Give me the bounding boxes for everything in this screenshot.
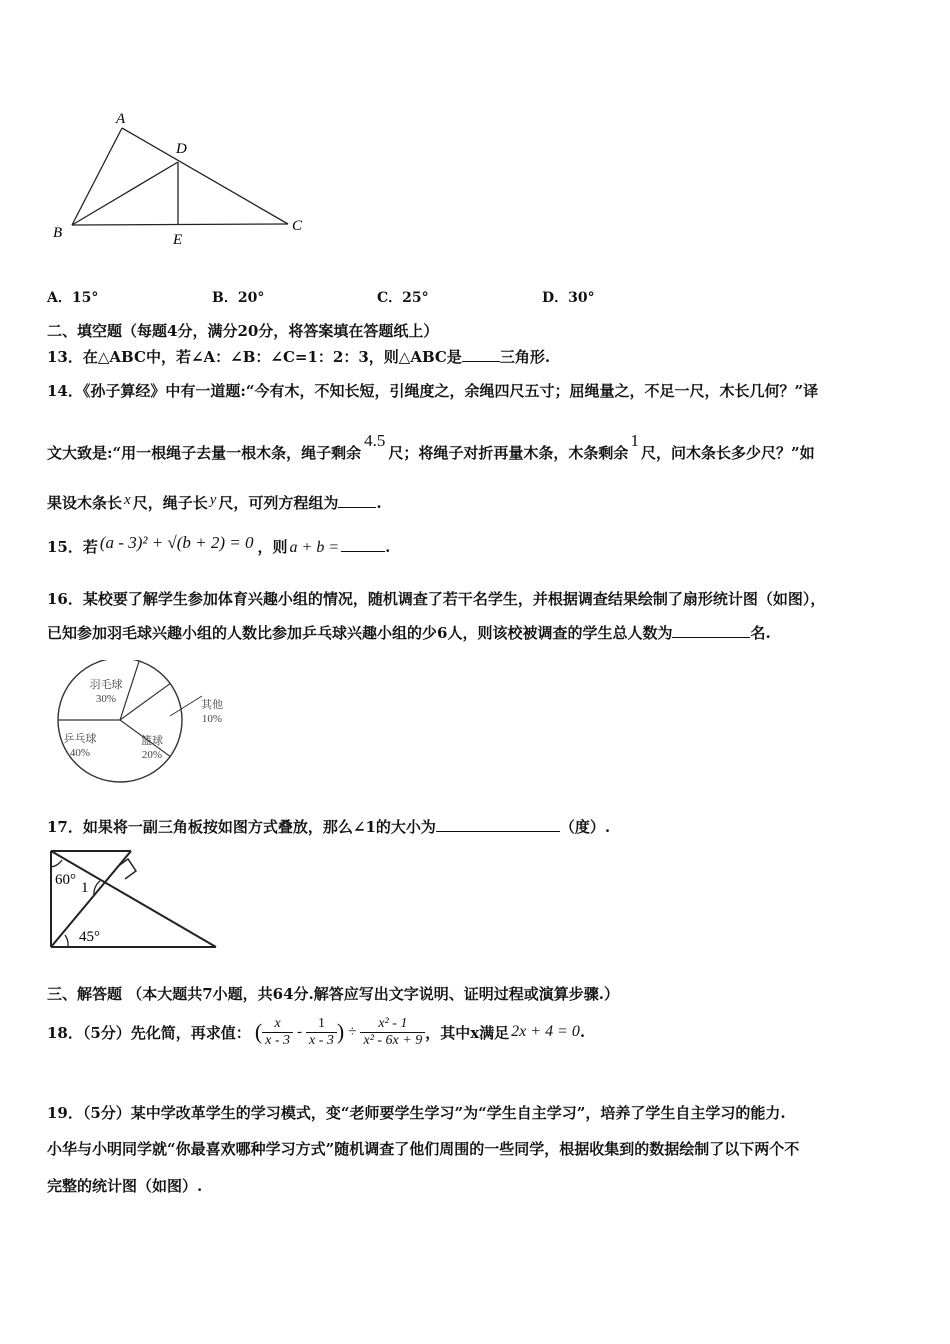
q18-frac1-num: x <box>262 1016 293 1033</box>
pie-label-name: 其他 <box>201 698 223 711</box>
question-19-line3: 完整的统计图（如图）. <box>47 1177 203 1195</box>
triangle-figure <box>40 100 320 260</box>
q14-var-x: x <box>124 492 131 508</box>
q15-answer-blank <box>341 537 385 552</box>
angle-1-label: 1 <box>81 880 89 896</box>
q17-text-a: 17．如果将一副三角板按如图方式叠放，那么∠1的大小为 <box>47 818 436 836</box>
segment-ac <box>122 128 288 224</box>
option-d: D．30° <box>542 290 595 306</box>
q18-prefix: 18．（5分）先化简，再求值： <box>47 1023 251 1042</box>
q16-answer-blank <box>672 623 750 638</box>
q17-answer-blank <box>436 817 560 832</box>
q13-text-post: 三角形. <box>499 348 551 366</box>
q14-var-y: y <box>209 492 217 508</box>
pie-label-pct: 10% <box>201 713 223 725</box>
q18-frac1-den: x - 3 <box>265 1032 291 1048</box>
question-14-line2 <box>47 431 815 463</box>
angle-60-label: 60° <box>55 872 76 888</box>
pie-label-pct: 30% <box>95 693 117 705</box>
pie-slice-boundary <box>120 684 170 720</box>
q18-fraction-1 <box>262 1016 293 1049</box>
q14-line2-b: 尺；将绳子对折再量木条，木条剩余 <box>388 444 629 462</box>
q16-line2-b: 名. <box>750 624 771 642</box>
question-17 <box>47 816 610 837</box>
question-19-line1: 19．（5分）某中学改革学生的学习模式，变“老师要学生学习”为“学生自主学习”，培养了学生自主学习的能力. <box>47 1104 786 1122</box>
q14-answer-blank <box>338 493 376 508</box>
label-c: C <box>292 218 303 234</box>
q18-frac3-num: x² - 1 <box>360 1016 425 1033</box>
option-a: A．15° <box>47 290 99 306</box>
q15-expr: a + b = <box>289 539 340 556</box>
q13-text-pre: 13．在△ABC中，若∠A：∠B：∠C=1：2：3，则△ABC是 <box>47 348 462 366</box>
section2-header: 二、填空题（每题4分，满分20分，将答案填在答题纸上） <box>47 322 439 340</box>
question-16-line1: 16．某校要了解学生参加体育兴趣小组的情况，随机调查了若干名学生，并根据调查结果绘制了扇形统计图（如图）， <box>47 590 826 608</box>
question-16-line2 <box>47 622 771 643</box>
set-square-figure <box>44 845 224 955</box>
label-a: A <box>116 111 126 127</box>
q14-value-1: 1 <box>630 431 639 450</box>
label-b: B <box>53 225 63 241</box>
q13-answer-blank <box>462 347 500 362</box>
q14-value-45: 4.5 <box>364 431 386 450</box>
q15-end: . <box>385 538 391 556</box>
long-hypotenuse <box>51 851 216 947</box>
arc-45 <box>65 935 68 947</box>
angle-45-label: 45° <box>79 929 100 945</box>
q18-minus: - <box>297 1023 303 1040</box>
label-e: E <box>173 232 183 248</box>
q18-paren-open: ( <box>254 1019 263 1044</box>
pie-label-name: 羽毛球 <box>89 678 123 691</box>
q18-frac3-den: x² - 6x + 9 <box>363 1032 423 1048</box>
q14-line3-c: 尺，可列方程组为 <box>218 494 339 512</box>
q16-line2-a: 已知参加羽毛球兴趣小组的人数比参加乒乓球兴趣小组的少6人，则该校被调查的学生总人数为 <box>47 624 673 642</box>
pie-label-name: 篮球 <box>141 734 163 747</box>
q15-mid: ，则 <box>257 538 288 556</box>
q14-line2-a: 文大致是:“用一根绳子去量一根木条，绳子剩余 <box>47 444 362 462</box>
question-18 <box>47 1012 585 1052</box>
pie-label-name: 乒乓球 <box>63 732 97 745</box>
q18-end: . <box>579 1023 586 1041</box>
option-b: B．20° <box>212 290 265 306</box>
question-14-line1: 14．《孙子算经》中有一道题:“今有木，不知长短，引绳度之，余绳四尺五寸；屈绳量之，不足一尺，木长几何？”译 <box>47 382 819 400</box>
q17-text-b: （度）. <box>559 818 611 836</box>
question-14-line3 <box>47 492 382 513</box>
option-c: C．25° <box>377 290 429 306</box>
q18-fraction-2 <box>306 1016 337 1049</box>
q14-line2-c: 尺，问木条长多少尺？”如 <box>640 444 815 462</box>
q14-line3-end: . <box>376 494 382 512</box>
question-15 <box>47 533 391 557</box>
section3-header: 三、解答题 （本大题共7小题，共64分.解答应写出文字说明、证明过程或演算步骤.） <box>47 985 619 1003</box>
segment-bc <box>72 224 288 225</box>
arc-60 <box>51 860 62 867</box>
q18-condition-text: ，其中x满足 <box>425 1023 510 1042</box>
q14-line3-b: 尺，绳子长 <box>132 494 208 512</box>
question-19-line2: 小华与小明同学就“你最喜欢哪种学习方式”随机调查了他们周围的一些同学，根据收集到的数据绘制了以下两个不 <box>47 1140 800 1158</box>
q18-condition-eq: 2x + 4 = 0 <box>511 1023 580 1040</box>
pie-label-pct: 40% <box>69 747 91 759</box>
q18-fraction-3 <box>360 1016 425 1049</box>
pie-slice-boundary <box>120 661 139 720</box>
pie-leader-line <box>170 696 202 716</box>
q18-frac2-num: 1 <box>306 1016 337 1033</box>
question-13 <box>47 346 550 367</box>
q15-prefix: 15．若 <box>47 538 98 556</box>
q18-paren-close: ) <box>336 1019 345 1044</box>
q18-divide: ÷ <box>348 1023 357 1040</box>
q18-frac2-den: x - 3 <box>309 1032 334 1048</box>
q15-equation: (a - 3)² + √(b + 2) = 0 <box>99 533 254 552</box>
q14-line3-a: 果设木条长 <box>47 494 123 512</box>
right-angle-mark <box>117 859 136 879</box>
pie-chart <box>48 660 238 790</box>
pie-label-pct: 20% <box>141 749 163 761</box>
label-d: D <box>176 141 187 157</box>
